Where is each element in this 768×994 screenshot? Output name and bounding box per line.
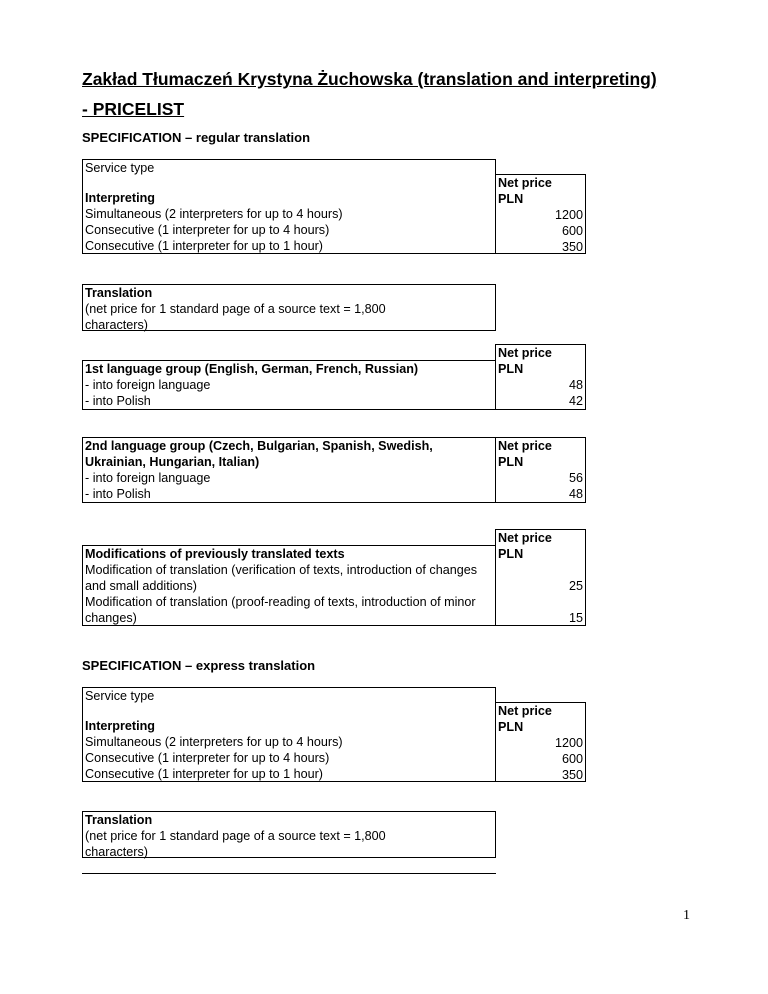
price-value: 48 bbox=[568, 378, 583, 392]
footnote-divider bbox=[82, 873, 496, 874]
group1-label: 1st language group (English, German, French, Russian) bbox=[85, 362, 419, 376]
document-title bbox=[82, 64, 722, 124]
page-number: 1 bbox=[683, 908, 690, 923]
service-row: Simultaneous (2 interpreters for up to 4 hours) bbox=[85, 735, 343, 749]
price-header: Net price bbox=[498, 176, 552, 190]
regular-spec-heading: SPECIFICATION – regular translation bbox=[82, 130, 311, 145]
regular-interpreting-table bbox=[82, 159, 496, 254]
translation-note: (net price for 1 standard page of a source text = 1,800 characters) bbox=[85, 302, 386, 332]
group2-table bbox=[82, 437, 496, 503]
price-header: Net price bbox=[498, 439, 552, 453]
service-row: Simultaneous (2 interpreters for up to 4 hours) bbox=[85, 207, 343, 221]
price-value: 1200 bbox=[554, 208, 583, 222]
title-line-1: Zakład Tłumaczeń Krystyna Żuchowska (translation and interpreting) bbox=[82, 69, 657, 89]
price-value: 48 bbox=[568, 487, 583, 501]
translation-note: (net price for 1 standard page of a source text = 1,800 characters) bbox=[85, 829, 386, 859]
price-value: 600 bbox=[561, 224, 583, 238]
title-line-2: - PRICELIST bbox=[82, 99, 185, 119]
direction-row: - into Polish bbox=[85, 487, 151, 501]
modifications-prices bbox=[495, 529, 586, 626]
price-header-currency: PLN bbox=[498, 547, 524, 561]
price-header-currency: PLN bbox=[498, 720, 524, 734]
price-header: Net price bbox=[498, 704, 552, 718]
service-type-label: Service type bbox=[85, 689, 155, 703]
express-spec-heading: SPECIFICATION – express translation bbox=[82, 658, 316, 673]
price-value: 42 bbox=[568, 394, 583, 408]
translation-label: Translation bbox=[85, 813, 153, 827]
express-interpreting-table bbox=[82, 687, 496, 782]
service-row: Consecutive (1 interpreter for up to 1 hour) bbox=[85, 767, 324, 781]
price-header: Net price bbox=[498, 346, 552, 360]
group1-table bbox=[82, 360, 496, 410]
price-value: 350 bbox=[561, 768, 583, 782]
modification-row: Modification of translation (verification of texts, introduction of changes and small additions) bbox=[85, 563, 478, 593]
group1-prices bbox=[495, 344, 586, 410]
express-translation-note bbox=[82, 811, 496, 858]
modifications-label: Modifications of previously translated texts bbox=[85, 547, 345, 561]
group2-label: 2nd language group (Czech, Bulgarian, Spanish, Swedish, Ukrainian, Hungarian, Italian) bbox=[85, 439, 433, 469]
service-row: Consecutive (1 interpreter for up to 4 hours) bbox=[85, 223, 330, 237]
direction-row: - into foreign language bbox=[85, 471, 211, 485]
interpreting-label: Interpreting bbox=[85, 191, 155, 205]
price-header-currency: PLN bbox=[498, 362, 524, 376]
service-type-label: Service type bbox=[85, 161, 155, 175]
express-interpreting-prices bbox=[495, 702, 586, 782]
service-row: Consecutive (1 interpreter for up to 4 hours) bbox=[85, 751, 330, 765]
service-row: Consecutive (1 interpreter for up to 1 hour) bbox=[85, 239, 324, 253]
price-value: 25 bbox=[568, 579, 583, 593]
price-value: 350 bbox=[561, 240, 583, 254]
modification-row: Modification of translation (proof-reading of texts, introduction of minor changes) bbox=[85, 595, 476, 625]
price-header: Net price bbox=[498, 531, 552, 545]
direction-row: - into foreign language bbox=[85, 378, 211, 392]
group2-prices bbox=[495, 437, 586, 503]
price-value: 15 bbox=[568, 611, 583, 625]
direction-row: - into Polish bbox=[85, 394, 151, 408]
price-value: 600 bbox=[561, 752, 583, 766]
price-header-currency: PLN bbox=[498, 192, 524, 206]
modifications-table bbox=[82, 545, 496, 626]
price-value: 56 bbox=[568, 471, 583, 485]
price-header-currency: PLN bbox=[498, 455, 524, 469]
price-value: 1200 bbox=[554, 736, 583, 750]
translation-label: Translation bbox=[85, 286, 153, 300]
regular-translation-note bbox=[82, 284, 496, 331]
regular-interpreting-prices bbox=[495, 174, 586, 254]
interpreting-label: Interpreting bbox=[85, 719, 155, 733]
